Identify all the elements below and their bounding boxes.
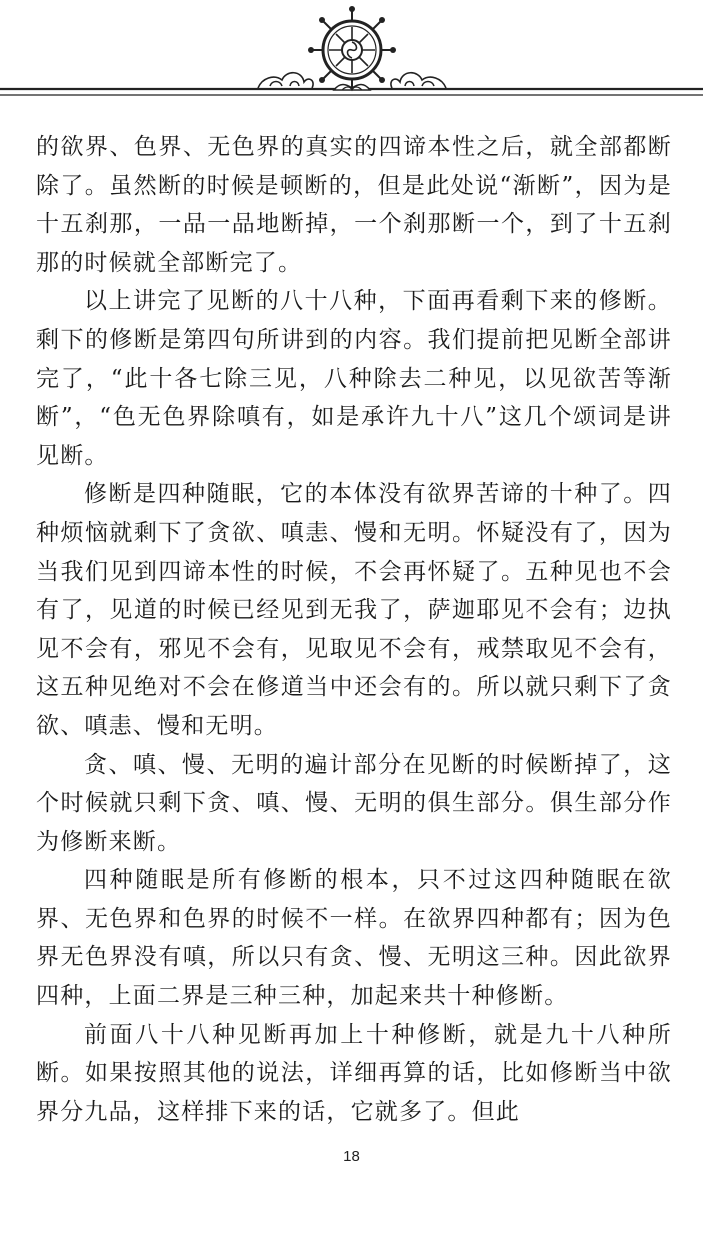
paragraph-4: 贪、嗔、慢、无明的遍计部分在见断的时候断掉了，这个时候就只剩下贪、嗔、慢、无明的俱生部分。俱生部分作为修断来断。 xyxy=(36,751,672,855)
text-body xyxy=(36,128,672,1131)
right-cloud-scroll-icon xyxy=(391,73,446,88)
header-ornament xyxy=(0,0,703,110)
paragraph-5: 四种随眠是所有修断的根本，只不过这四种随眠在欲界、无色界和色界的时候不一样。在欲界四种都有；因为色界无色界没有嗔，所以只有贪、慢、无明这三种。因此欲界四种，上面二界是三种三种，加起来共十种修断。 xyxy=(36,867,672,1010)
left-cloud-scroll-icon xyxy=(258,73,313,88)
dharma-wheel-icon xyxy=(308,6,396,90)
paragraph-3: 修断是四种随眠，它的本体没有欲界苦谛的十种了。四种烦恼就剩下了贪欲、嗔恚、慢和无明。怀疑没有了，因为当我们见到四谛本性的时候，不会再怀疑了。五种见也不会有了，见道的时候已经见到无我了，萨迦耶见不会有；边执见不会有，邪见不会有，见取见不会有，戒禁取见不会有，这五种见绝对不会在修道当中还会有的。所以就只剩下了贪欲、嗔恚、慢和无明。 xyxy=(36,481,672,739)
paragraph-6: 前面八十八种见断再加上十种修断，就是九十八种所断。如果按照其他的说法，详细再算的话，比如修断当中欲界分九品，这样排下来的话，它就多了。但此 xyxy=(36,1021,672,1125)
page-number: 18 xyxy=(343,1148,360,1165)
paragraph-1: 的欲界、色界、无色界的真实的四谛本性之后，就全部都断除了。虽然断的时候是顿断的，但是此处说“渐断”，因为是十五刹那，一品一品地断掉，一个刹那断一个，到了十五刹那的时候就全部断完了。 xyxy=(36,134,672,276)
paragraph-2: 以上讲完了见断的八十八种，下面再看剩下来的修断。剩下的修断是第四句所讲到的内容。我们提前把见断全部讲完了，“此十各七除三见，八种除去二种见，以见欲苦等渐断”，“色无色界除嗔有，如是承许九十八”这几个颂词是讲见断。 xyxy=(36,288,672,469)
